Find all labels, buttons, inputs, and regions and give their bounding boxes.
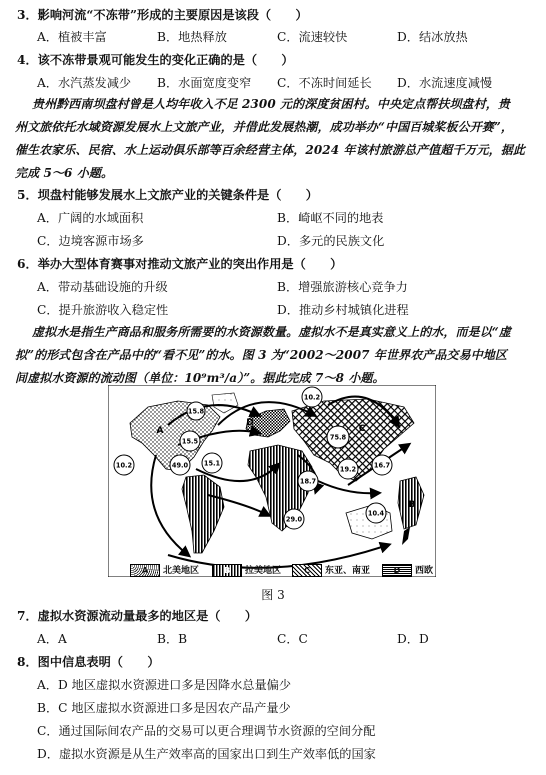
svg-text:10.4: 10.4 [367,509,385,518]
q3-option-a[interactable]: A．植被丰富 [37,30,107,44]
q3-option-d[interactable]: D．结冰放热 [397,30,468,44]
passage-1-line-4: 完成 5～6 小题。 [15,166,114,180]
flow-value-15-5 [180,431,200,451]
svg-text:49.0: 49.0 [171,461,189,470]
passage-2-line-3: 间虚拟水资源的流动图（单位：10⁹m³/a）”。据此完成 7～8 小题。 [15,371,385,385]
q4-option-a[interactable]: A．水汽蒸发减少 [37,76,132,90]
q5-option-d[interactable]: D．多元的民族文化 [277,234,385,248]
q6-option-d[interactable]: D．推动乡村城镇化进程 [277,303,409,317]
flow-value-10-2-west [114,455,134,475]
q8-option-a[interactable]: A．D 地区虚拟水资源进口多是因降水总量偏少 [37,678,292,692]
svg-text:10.2: 10.2 [303,393,321,402]
q4-option-d[interactable]: D．水流速度减慢 [397,76,493,90]
region-letter-a: A [156,426,164,436]
region-letter-d: D [246,418,254,428]
passage-1-line-2: 州文旅依托水域资源发展水上文旅产业，并借此发展热潮，成功举办“中国百城桨板公开赛”， [15,120,514,134]
q7-option-a[interactable]: A．A [37,632,67,646]
question-3-stem: 3．影响河流“不冻带”形成的主要原因是该段（ ） [17,8,308,22]
q3-option-b[interactable]: B．地热释放 [157,30,227,44]
q8-option-b[interactable]: B．C 地区虚拟水资源进口多是因农产品产量少 [37,701,291,715]
svg-text:18.7: 18.7 [299,477,317,486]
question-7-stem: 7．虚拟水资源流动量最多的地区是（ ） [17,609,258,623]
svg-text:15.8: 15.8 [187,407,205,416]
legend-item-b: B 拉美地区 [212,563,281,577]
svg-text:75.8: 75.8 [329,433,347,442]
flow-value-18-7 [298,471,318,491]
flow-value-49-0 [170,455,190,475]
flow-value-15-1 [202,453,222,473]
question-6-stem: 6．举办大型体育赛事对推动文旅产业的突出作用是（ ） [17,257,343,271]
q5-option-a[interactable]: A．广阔的水域面积 [37,211,144,225]
region-letter-b: B [408,500,416,510]
flow-value-75-8 [327,426,349,448]
q8-option-c[interactable]: C．通过国际间农产品的交易可以更合理调节水资源的空间分配 [37,724,376,738]
svg-text:10.2: 10.2 [115,461,133,470]
passage-2-line-2: 拟”的形式包含在产品中的“看不见”的水。图 3 为“2002～2007 年世界农产品交易中地区 [15,348,507,362]
flow-value-10-2-north [302,387,322,407]
passage-1-line-3: 催生农家乐、民宿、水上运动俱乐部等百余经营主体，2024 年该村旅游总产值超千万元，据此 [15,143,525,157]
virtual-water-flow-map [108,385,436,577]
svg-text:19.2: 19.2 [339,465,357,474]
svg-text:15.1: 15.1 [203,459,221,468]
question-4-stem: 4．该不冻带景观可能发生的变化正确的是（ ） [17,53,294,67]
legend-item-a: A 北美地区 [130,563,199,577]
flow-value-16-7 [372,455,392,475]
q5-option-c[interactable]: C．边境客源市场多 [37,234,144,248]
legend-item-c: C 东亚、南亚 [292,563,370,577]
svg-text:16.7: 16.7 [373,461,391,470]
q6-option-b[interactable]: B．增强旅游核心竞争力 [277,280,408,294]
flow-value-15-8 [187,402,205,420]
q3-option-c[interactable]: C．流速较快 [277,30,348,44]
svg-text:29.0: 29.0 [285,515,303,524]
q7-option-d[interactable]: D．D [397,632,429,646]
question-5-stem: 5．坝盘村能够发展水上文旅产业的关键条件是（ ） [17,188,318,202]
q5-option-b[interactable]: B．崎岖不同的地表 [277,211,384,225]
passage-2-line-1: 虚拟水是指生产商品和服务所需要的水资源数量。虚拟水不是真实意义上的水，而是以“虚 [32,325,511,339]
flow-value-29-0 [284,509,304,529]
legend-item-d: D 西欧 [382,563,433,577]
q8-option-d[interactable]: D．虚拟水资源是从生产效率高的国家出口到生产效率低的国家 [37,747,376,761]
q4-option-b[interactable]: B．水面宽度变窄 [157,76,252,90]
flow-value-19-2 [338,459,358,479]
q6-option-a[interactable]: A．带动基础设施的升级 [37,280,168,294]
q7-option-c[interactable]: C．C [277,632,308,646]
q6-option-c[interactable]: C．提升旅游收入稳定性 [37,303,169,317]
q7-option-b[interactable]: B．B [157,632,188,646]
svg-text:15.5: 15.5 [181,437,199,446]
passage-1-line-1: 贵州黔西南坝盘村曾是人均年收入不足 2300 元的深度贫困村。中央定点帮扶坝盘村，贵 [32,97,510,111]
question-8-stem: 8．图中信息表明（ ） [17,655,160,669]
q4-option-c[interactable]: C．不冻时间延长 [277,76,372,90]
figure-caption: 图 3 [261,588,285,602]
region-letter-c: C [358,424,366,434]
flow-value-10-4 [366,503,386,523]
